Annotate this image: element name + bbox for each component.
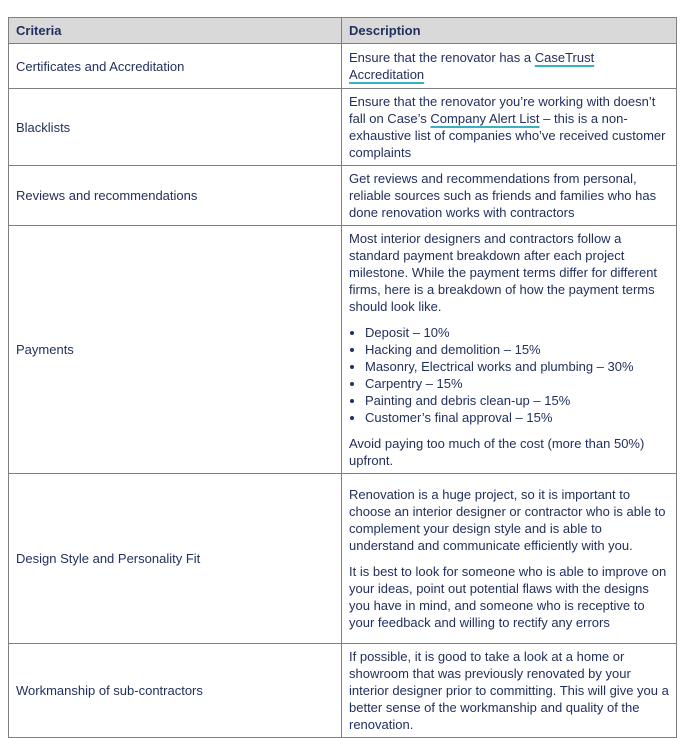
description-text: It is best to look for someone who is able to improve on your ideas, point out potential flaws with the designs you have in mind, and someone who is receptive to your feedback and willing to rectify any errors	[349, 564, 667, 630]
description-paragraph	[349, 230, 669, 315]
table-row	[9, 226, 677, 474]
description-paragraph	[349, 486, 669, 554]
criteria-cell: Reviews and recommendations	[9, 166, 342, 226]
list-item: • Carpentry – 15%	[365, 375, 669, 392]
company-alert-list-link[interactable]: Company Alert List	[430, 111, 540, 126]
description-text: – this is a non-exhaustive list of companies who’ve received customer complaints	[349, 111, 666, 160]
casetrust-accreditation-link[interactable]: CaseTrust Accreditation	[349, 50, 595, 82]
criteria-cell: Payments	[9, 226, 342, 474]
description-cell	[342, 44, 677, 89]
description-text: Ensure that the renovator has a	[349, 50, 535, 65]
table-row	[9, 44, 677, 89]
list-item: • Masonry, Electrical works and plumbing – 30%	[365, 358, 669, 375]
table-row	[9, 89, 677, 166]
criteria-cell: Design Style and Personality Fit	[9, 474, 342, 644]
description-cell	[342, 644, 677, 738]
description-text: Get reviews and recommendations from personal, reliable sources such as friends and families who has done renovation works with contractors	[349, 171, 657, 220]
description-text: Ensure that the renovator you’re working with doesn’t fall on Case’s	[349, 94, 656, 126]
description-text: Most interior designers and contractors follow a standard payment breakdown after each project milestone. While the payment terms differ for different firms, here is a breakdown of how the payment terms should look like.	[349, 231, 658, 314]
description-cell	[342, 89, 677, 166]
description-text: Renovation is a huge project, so it is important to choose an interior designer or contractor who is able to complement your design style and is able to understand and communicate efficiently with you.	[349, 487, 666, 553]
list-item: • Painting and debris clean-up – 15%	[365, 392, 669, 409]
description-cell	[342, 226, 677, 474]
description-paragraph	[349, 648, 669, 733]
description-cell	[342, 166, 677, 226]
description-paragraph	[349, 435, 669, 469]
description-paragraph	[349, 49, 669, 83]
description-text: If possible, it is good to take a look at a home or showroom that was previously renovated by your interior designer prior to committing. This will give you a better sense of the workmanship and quality of the renovation.	[349, 649, 669, 732]
table-row	[9, 644, 677, 738]
column-header-criteria: Criteria	[9, 18, 342, 44]
description-cell	[342, 474, 677, 644]
table-row	[9, 474, 677, 644]
criteria-cell: Certificates and Accreditation	[9, 44, 342, 89]
criteria-table	[8, 17, 677, 738]
description-text: Avoid paying too much of the cost (more than 50%) upfront.	[349, 436, 645, 468]
payment-breakdown-list	[349, 324, 669, 426]
description-paragraph	[349, 563, 669, 631]
renovation-criteria-table-container	[8, 17, 677, 738]
description-paragraph	[349, 170, 669, 221]
column-header-description: Description	[342, 18, 677, 44]
criteria-cell: Workmanship of sub-contractors	[9, 644, 342, 738]
list-item: • Customer’s final approval – 15%	[365, 409, 669, 426]
list-item: • Deposit – 10%	[365, 324, 669, 341]
description-paragraph	[349, 93, 669, 161]
list-item: • Hacking and demolition – 15%	[365, 341, 669, 358]
table-body	[9, 44, 677, 738]
criteria-cell: Blacklists	[9, 89, 342, 166]
table-header-row	[9, 18, 677, 44]
table-row	[9, 166, 677, 226]
